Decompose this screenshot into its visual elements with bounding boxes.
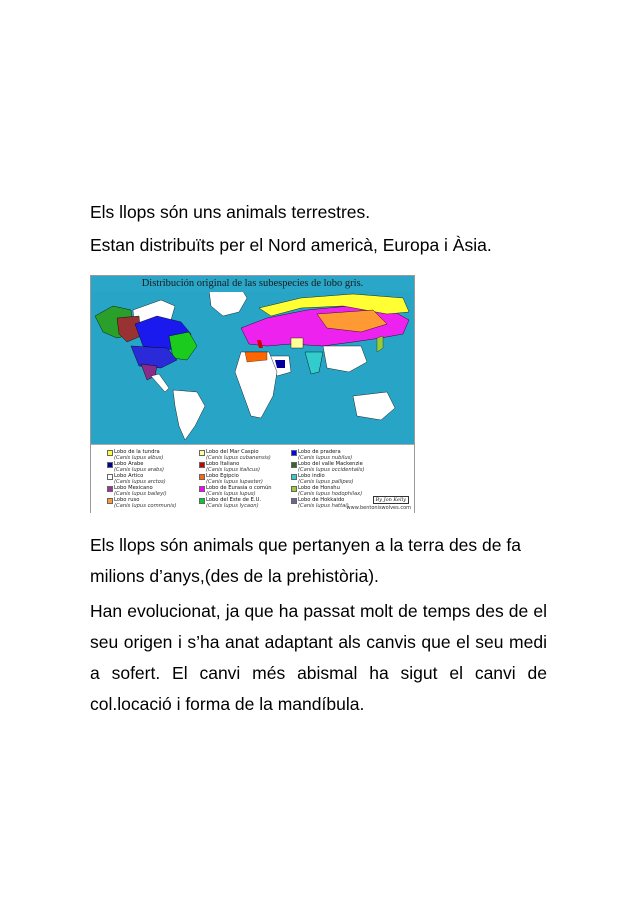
paragraph-evolution: Han evolucionat, ja que ha passat molt de temps des de el seu origen i s’ha anat adaptant als canvis que el seu medi a sofert. El canvi més abismal ha sigut el canvi de col.locació i forma de la mandíbula. <box>90 601 547 714</box>
legend-label <box>298 461 364 473</box>
legend-latin: (Canis lupus lycaon) <box>206 503 259 509</box>
paragraph-distribution: Estan distribuïts per el Nord americà, Europa i Àsia. <box>90 235 492 255</box>
legend-name: Lobo de Honshu <box>298 485 340 491</box>
legend-swatch <box>199 450 205 456</box>
legend-swatch <box>107 474 113 480</box>
legend-swatch <box>107 486 113 492</box>
legend-latin: (Canis lupus arabs) <box>114 467 165 473</box>
legend-name: Lobo de la tundra <box>114 449 160 455</box>
legend-swatch <box>291 462 297 468</box>
legend-latin: (Canis lupus italicus) <box>206 467 260 473</box>
paragraph-prehistory: Els llops són animals que pertanyen a la terra des de fa milions d’anys,(des de la prehistòria). <box>90 535 521 586</box>
legend-swatch <box>199 462 205 468</box>
legend-swatch <box>107 462 113 468</box>
legend-label <box>114 473 166 485</box>
legend-swatch <box>199 486 205 492</box>
legend-latin: (Canis lupus cubanensis) <box>206 455 271 461</box>
legend-swatch <box>107 450 113 456</box>
legend-swatch <box>199 498 205 504</box>
legend-item <box>199 497 303 513</box>
world-map-graphic <box>91 276 414 444</box>
map-credit: www.bentoniswolves.com <box>346 505 411 511</box>
legend-label <box>206 461 260 473</box>
legend-name: Lobo de Eurasia o común <box>206 485 272 491</box>
legend-swatch <box>199 474 205 480</box>
legend-latin: (Canis lupus hodophilax) <box>298 491 363 497</box>
legend-label <box>206 485 272 497</box>
legend-label <box>298 473 354 485</box>
legend-label <box>114 449 164 461</box>
legend-name: Lobo Artico <box>114 473 144 479</box>
paragraph-terrestrial: Els llops són uns animals terrestres. <box>90 202 371 222</box>
legend-name: Lobo de Hokkaido <box>298 497 345 503</box>
legend-label <box>114 497 176 509</box>
legend-name: Lobo Mexicano <box>114 485 153 491</box>
legend-swatch <box>107 498 113 504</box>
legend-label <box>206 449 271 461</box>
legend-label <box>114 485 167 497</box>
legend-item <box>107 497 211 513</box>
legend-name: Lobo del Este de E.U. <box>206 497 262 503</box>
map-signature: By Jon Kelly <box>373 496 410 504</box>
legend-label <box>298 485 362 497</box>
legend-swatch <box>291 498 297 504</box>
legend-name: Lobo Egipcio <box>206 473 239 479</box>
legend-latin: (Canis lupus albus) <box>114 455 164 461</box>
legend-latin: (Canis lupus arctos) <box>114 479 166 485</box>
legend-latin: (Canis lupus pallipes) <box>298 479 354 485</box>
legend-latin: (Canis lupus lupaster) <box>206 479 263 485</box>
legend-latin: (Canis lupus occidentalis) <box>298 467 365 473</box>
legend-name: Lobo Italiano <box>206 461 240 467</box>
legend-latin: (Canis lupus nubilus) <box>298 455 353 461</box>
legend-name: Lobo del valle Mackenzie <box>298 461 363 467</box>
legend-latin: (Canis lupus lupus) <box>206 491 256 497</box>
legend-label <box>206 497 261 509</box>
map-title: Distribución original de las subespecies de lobo gris. <box>91 276 414 292</box>
legend-latin: (Canis lupus baileyi) <box>114 491 167 497</box>
legend-label <box>298 449 352 461</box>
legend-name: Lobo del Mar Caspio <box>206 449 259 455</box>
legend-label <box>298 497 349 509</box>
legend-latin: (Canis lupus communis) <box>114 503 177 509</box>
legend-name: Lobo indio <box>298 473 325 479</box>
legend-name: Lobo ruso <box>114 497 140 503</box>
legend-name: Lobo Arabe <box>114 461 144 467</box>
map-legend <box>91 444 414 513</box>
legend-swatch <box>291 474 297 480</box>
legend-label <box>206 473 263 485</box>
legend-latin: (Canis lupus hattai) <box>298 503 349 509</box>
legend-swatch <box>291 450 297 456</box>
legend-label <box>114 461 164 473</box>
legend-name: Lobo de pradera <box>298 449 341 455</box>
wolf-distribution-map <box>90 275 415 513</box>
legend-swatch <box>291 486 297 492</box>
